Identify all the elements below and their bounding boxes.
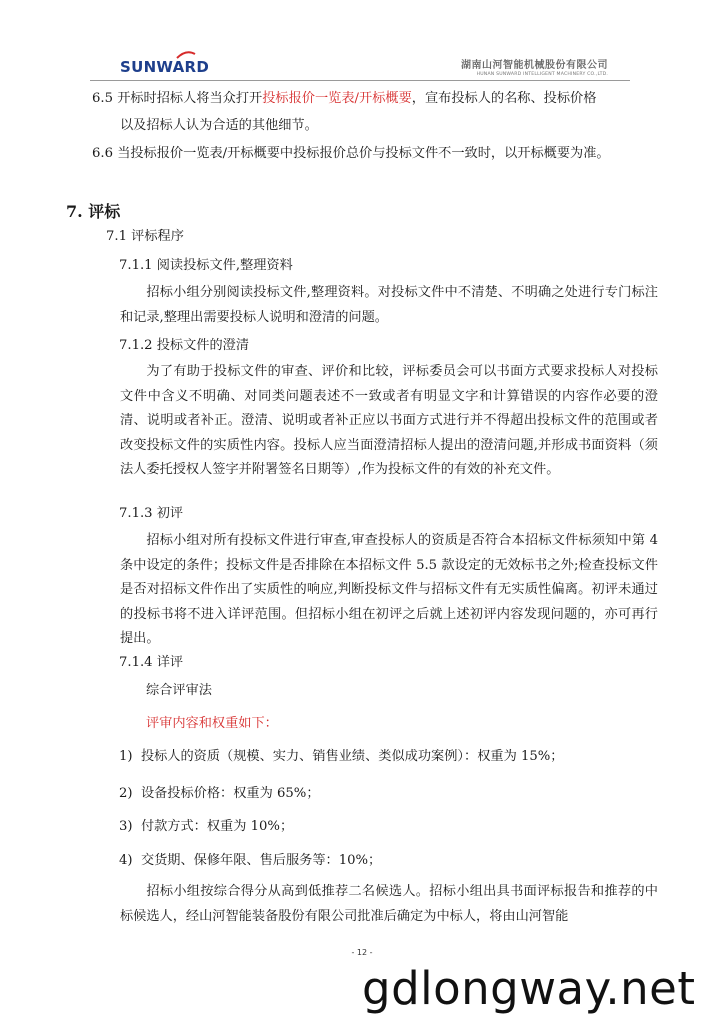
paragraph-7-1-2: 为了有助于投标文件的审查、评价和比较，评标委员会可以书面方式要求投标人对投标文件中含义不明确、对同类问题表述不一致或者有明显文字和计算错误的内容作必要的澄清、说明或者补正。澄清、说明或者补正应以书面方式进行并不得超出投标文件的范围或者改变投标文件的实质性内容。投标人应当面澄清招标人提出的澄清问题,并形成书面资料（须法人委托授权人签字并附署签名日期等）,作为投标文件的有效的补充文件。 [120,364,658,478]
item-6-6 [92,145,610,162]
subsection-7-1-2: 7.1.2 投标文件的澄清 [119,338,250,353]
company-name-en: HUNAN SUNWARD INTELLIGENT MACHINERY CO.,LTD. [476,72,608,77]
list-item-number: 3) [119,819,133,834]
sunward-logo [120,58,209,76]
evaluation-method: 综合评审法 [146,683,212,698]
weights-title: 评审内容和权重如下： [146,716,278,731]
item-6-6-text: 当投标报价一览表/开标概要中投标报价总价与投标文件不一致时，以开标概要为准。 [117,146,610,161]
subsection-7-1-3: 7.1.3 初评 [119,506,184,521]
item-6-5 [92,90,596,107]
item-6-5-continuation: 以及招标人认为合适的其他细节。 [120,118,318,133]
item-6-5-highlight: 投标报价一览表/开标概要 [262,91,412,106]
item-6-5-number: 6.5 [92,91,113,106]
paragraph-7-1-3: 招标小组对所有投标文件进行审查,审查投标人的资质是否符合本招标文件标须知中第 4 条中设定的条件；投标文件是否排除在本招标文件 5.5 款设定的无效标书之外;检查投标文件是否对招标文件作出了实质性的响应,判断投标文件与招标文件有无实质性偏离。初评未通过的投标书将不进入详评范围。但招标小组在初评之后就上述初评内容发现问题的，亦可再行提出。 [120,533,658,647]
company-name [461,56,608,77]
list-item-text: 付款方式：权重为 10%； [140,819,294,834]
subsection-7-1-4: 7.1.4 详评 [119,655,184,670]
list-item-number: 1) [119,749,133,764]
list-item-number: 2) [119,786,133,801]
header-divider [90,80,630,81]
logo-swoosh-icon [176,51,196,59]
page-header [120,52,608,82]
list-item-text: 交货期、保修年限、售后服务等：10%； [140,853,382,868]
page-number: - 12 - [351,948,373,957]
section-7-heading: 7. 评标 [66,202,121,221]
item-6-6-number: 6.6 [92,146,113,161]
list-item [119,852,381,869]
list-item [119,748,563,765]
list-item-text: 设备投标价格：权重为 65%； [140,786,320,801]
list-item [119,785,320,802]
paragraph-7-1-1: 招标小组分别阅读投标文件,整理资料。对投标文件中不清楚、不明确之处进行专门标注和记录,整理出需要投标人说明和澄清的问题。 [120,285,658,325]
list-item [119,818,293,835]
subsection-7-1: 7.1 评标程序 [106,229,184,244]
paragraph-final: 招标小组按综合得分从高到低推荐二名候选人。招标小组出具书面评标报告和推荐的中标候选人，经山河智能装备股份有限公司批准后确定为中标人，将由山河智能 [120,884,658,924]
list-item-text: 投标人的资质（规模、实力、销售业绩、类似成功案例）：权重为 15%； [140,749,564,764]
item-6-5-text-post: ，宣布投标人的名称、投标价格 [411,91,597,106]
list-item-number: 4) [119,853,133,868]
watermark: gdlongway.net [362,962,696,1015]
subsection-7-1-1: 7.1.1 阅读投标文件,整理资料 [119,258,293,273]
company-name-cn: 湖南山河智能机械股份有限公司 [461,60,608,71]
item-6-5-text-pre: 开标时招标人将当众打开 [117,91,263,106]
logo-text: SUNWARD [120,58,210,76]
